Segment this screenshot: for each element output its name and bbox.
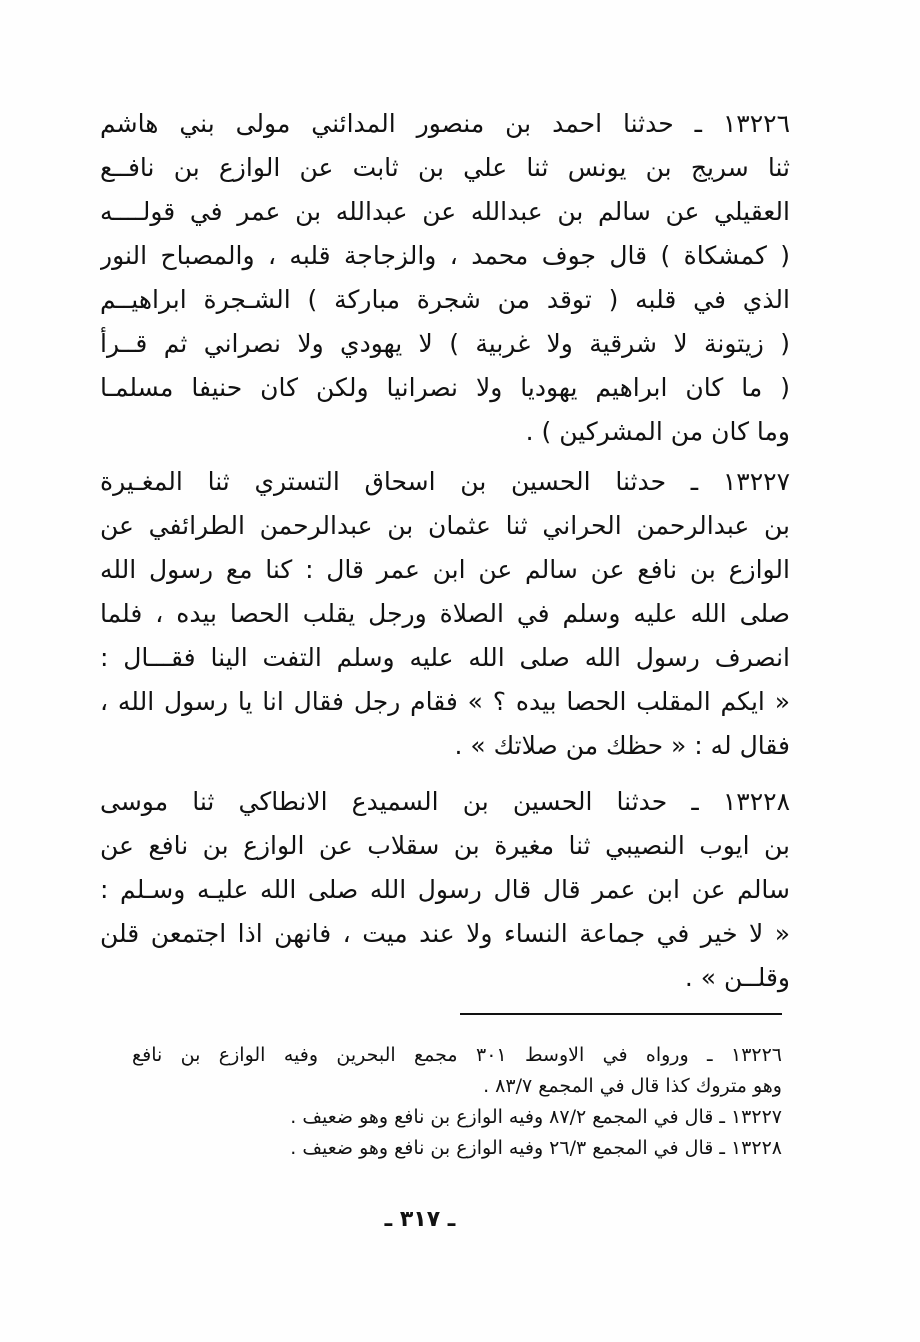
hadith-13228-line-1: ١٣٢٢٨ ـ حدثنا الحسين بن السميدع الانطاكي ثنا موسى [100, 787, 790, 816]
footnote-13227: ١٣٢٢٧ ـ قال في المجمع ٨٧/٢ وفيه الوازع بن نافع وهو ضعيف . [290, 1106, 782, 1128]
hadith-13228-line-2: بن ايوب النصيبي ثنا مغيرة بن سقلاب عن الوازع بن نافع عن [100, 831, 790, 860]
hadith-13227-line-4: صلى الله عليه وسلم في الصلاة ورجل يقلب الحصا بيده ، فلما [100, 599, 790, 628]
footnote-13226-line-2: وهو متروك كذا قال في المجمع ٨٣/٧ . [483, 1075, 782, 1097]
hadith-13227-line-3: الوازع بن نافع عن سالم عن ابن عمر قال : كنا مع رسول الله [100, 555, 790, 584]
hadith-13227-line-1: ١٣٢٢٧ ـ حدثنا الحسين بن اسحاق التستري ثنا المغـيرة [100, 467, 790, 496]
hadith-13226-line-5: الذي في قلبه ( توقد من شجرة مباركة ) الشـجرة ابراهيــم [100, 285, 790, 314]
hadith-13226-line-8: وما كان من المشركين ) . [525, 417, 790, 446]
footnote-13228: ١٣٢٢٨ ـ قال في المجمع ٢٦/٣ وفيه الوازع بن نافع وهو ضعيف . [290, 1137, 782, 1159]
hadith-13227-line-5: انصرف رسول الله صلى الله عليه وسلم التفت الينا فقـــال : [100, 643, 790, 672]
hadith-13228-line-5: وقلــن » . [684, 963, 790, 992]
hadith-13226-line-7: ( ما كان ابراهيم يهوديا ولا نصرانيا ولكن كان حنيفا مسلمـا [100, 373, 790, 402]
footnote-13226-line-1: ١٣٢٢٦ ـ ورواه في الاوسط ٣٠١ مجمع البحرين وفيه الوازع بن نافع [132, 1044, 782, 1066]
hadith-13228-line-3: سالم عن ابن عمر قال قال رسول الله صلى الله عليـه وسـلم : [100, 875, 790, 904]
hadith-13228-line-4: « لا خير في جماعة النساء ولا عند ميت ، فانهن اذا اجتمعن قلن [100, 919, 790, 948]
hadith-13226-line-6: ( زيتونة لا شرقية ولا غربية ) لا يهودي ولا نصراني ثم قــرأ [100, 329, 790, 358]
hadith-13226 [100, 102, 790, 454]
hadith-13228 [100, 780, 790, 1000]
hadith-13226-line-3: العقيلي عن سالم بن عبدالله عن عبدالله بن عمر في قولــــه [100, 197, 790, 226]
hadith-13227-line-6: « ايكم المقلب الحصا بيده ؟ » فقام رجل فقال انا يا رسول الله ، [100, 687, 790, 716]
hadith-13227-line-2: بن عبدالرحمن الحراني ثنا عثمان بن عبدالرحمن الطرائفي عن [100, 511, 790, 540]
page-number: ـ ٣١٧ ـ [384, 1207, 456, 1232]
hadith-13226-line-2: ثنا سريج بن يونس ثنا علي بن ثابت عن الوازع بن نافــع [100, 153, 790, 182]
hadith-13227 [100, 460, 790, 768]
hadith-13226-line-4: ( كمشكاة ) قال جوف محمد ، والزجاجة قلبه ، والمصباح النور [100, 241, 790, 270]
footnotes [132, 1040, 782, 1164]
hadith-13227-line-7: فقال له : « حظك من صلاتك » . [454, 731, 790, 760]
footnote-divider [460, 1013, 782, 1015]
hadith-13226-line-1: ١٣٢٢٦ ـ حدثنا احمد بن منصور المدائني مولى بني هاشم [100, 109, 790, 138]
